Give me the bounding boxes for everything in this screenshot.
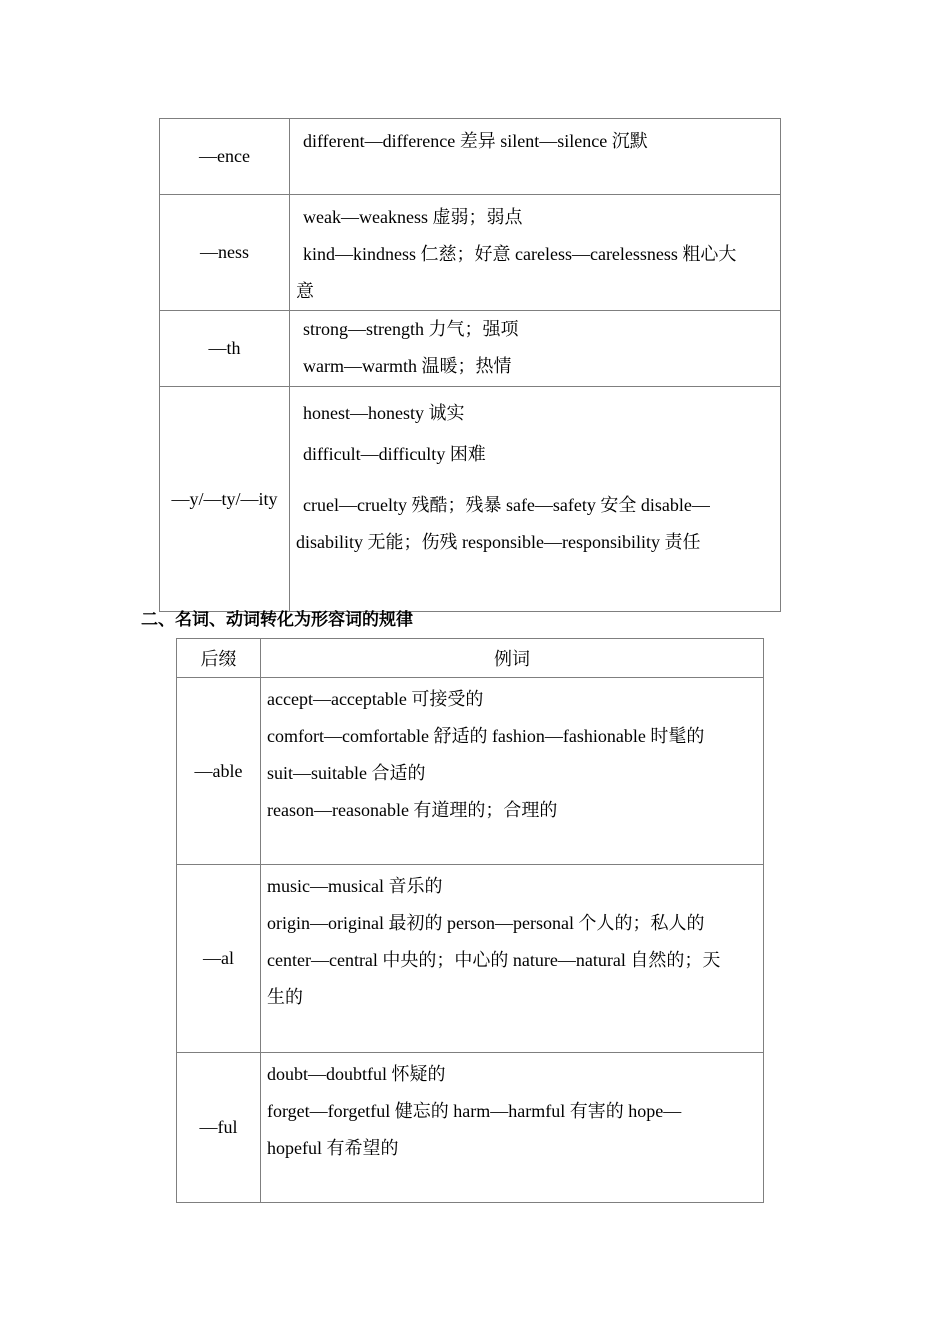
- examples-cell: [261, 678, 764, 865]
- example-line: cruel—cruelty 残酷；残暴 safe—safety 安全 disable—: [303, 495, 710, 515]
- suffix-cell: —al: [177, 865, 261, 1053]
- example-line: comfort—comfortable 舒适的 fashion—fashionable 时髦的: [267, 726, 705, 746]
- header-examples: 例词: [261, 639, 764, 678]
- examples-cell: [290, 387, 781, 612]
- examples-cell: [290, 119, 781, 195]
- example-line: forget—forgetful 健忘的 harm—harmful 有害的 hope—: [267, 1101, 682, 1121]
- example-line: disability 无能；伤残 responsible—responsibility 责任: [296, 532, 701, 552]
- example-line: music—musical 音乐的: [267, 876, 443, 896]
- example-line: kind—kindness 仁慈；好意 careless—carelessness 粗心大: [303, 244, 737, 264]
- example-line: 意: [296, 281, 314, 301]
- suffix-cell: —ness: [160, 195, 290, 311]
- example-line: weak—weakness 虚弱；弱点: [303, 207, 523, 227]
- table-row: [160, 195, 781, 311]
- suffix-cell: —th: [160, 311, 290, 387]
- example-line: 生的: [267, 987, 303, 1007]
- example-line: origin—original 最初的 person—personal 个人的；私人的: [267, 913, 705, 933]
- header-suffix: 后缀: [177, 639, 261, 678]
- table-row: [160, 311, 781, 387]
- table-row: [160, 387, 781, 612]
- example-line: strong—strength 力气；强项: [303, 319, 519, 339]
- suffix-cell: —ence: [160, 119, 290, 195]
- table-header-row: [177, 639, 764, 678]
- example-line: difficult—difficulty 困难: [303, 444, 486, 464]
- suffix-cell: —ful: [177, 1053, 261, 1203]
- example-line: accept—acceptable 可接受的: [267, 689, 484, 709]
- examples-cell: [290, 311, 781, 387]
- section-heading: 二、名词、动词转化为形容词的规律: [141, 610, 413, 630]
- table-row: [177, 1053, 764, 1203]
- example-line: center—central 中央的；中心的 nature—natural 自然的；天: [267, 950, 721, 970]
- example-line: different—difference 差异 silent—silence 沉默: [303, 131, 648, 151]
- examples-cell: [261, 1053, 764, 1203]
- example-line: suit—suitable 合适的: [267, 763, 426, 783]
- example-line: hopeful 有希望的: [267, 1138, 399, 1158]
- suffix-table-adjectives: [176, 638, 764, 1203]
- suffix-cell: —able: [177, 678, 261, 865]
- example-line: reason—reasonable 有道理的；合理的: [267, 800, 558, 820]
- example-line: doubt—doubtful 怀疑的: [267, 1064, 446, 1084]
- examples-cell: [290, 195, 781, 311]
- examples-cell: [261, 865, 764, 1053]
- example-line: honest—honesty 诚实: [303, 403, 465, 423]
- example-line: warm—warmth 温暖；热情: [303, 356, 512, 376]
- table-row: [160, 119, 781, 195]
- table-row: [177, 865, 764, 1053]
- table-row: [177, 678, 764, 865]
- suffix-table-nouns: [159, 118, 781, 612]
- suffix-cell: —y/—ty/—ity: [160, 387, 290, 612]
